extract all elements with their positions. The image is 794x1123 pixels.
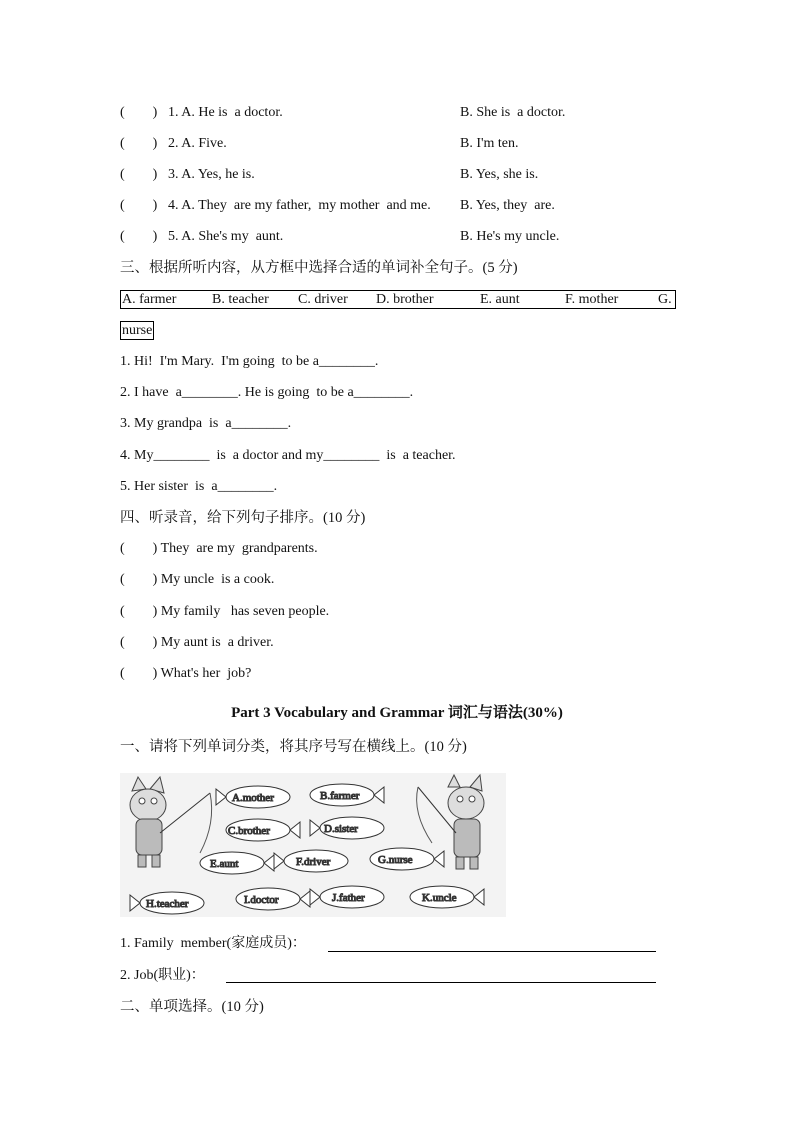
- word-box: [120, 290, 676, 309]
- option-a: 5. A. She's my aunt.: [168, 229, 284, 244]
- word-option: B. teacher: [212, 292, 269, 307]
- option-b: B. She is a doctor.: [460, 105, 566, 120]
- fish-picture: [120, 773, 506, 917]
- section3-heading: 三、根据所听内容，从方框中选择合适的单词补全句子。(5 分): [120, 260, 518, 276]
- fish-k: [410, 886, 484, 908]
- svg-text:I.doctor: I.doctor: [244, 894, 279, 906]
- svg-text:B.farmer: B.farmer: [320, 790, 360, 802]
- answer-paren[interactable]: ( ): [120, 105, 158, 120]
- order-item-4[interactable]: ( ) My aunt is a driver.: [120, 635, 274, 650]
- order-item-3[interactable]: ( ) My family has seven people.: [120, 604, 330, 619]
- option-b: B. He's my uncle.: [460, 229, 560, 244]
- svg-text:K.uncle: K.uncle: [422, 892, 457, 904]
- fill-sentence-1: 1. Hi! I'm Mary. I'm going to be a________.: [120, 354, 379, 369]
- word-option: A. farmer: [122, 292, 177, 307]
- option-a: 3. A. Yes, he is.: [168, 167, 255, 182]
- option-a: 4. A. They are my father, my mother and me.: [168, 198, 431, 213]
- fish-g: [370, 848, 444, 870]
- fish-h: [130, 892, 204, 914]
- job-answer-line[interactable]: [226, 982, 656, 983]
- order-item-2[interactable]: ( ) My uncle is a cook.: [120, 572, 275, 587]
- svg-text:E.aunt: E.aunt: [210, 858, 239, 870]
- part3-title: Part 3 Vocabulary and Grammar 词汇与语法(30%): [231, 705, 563, 721]
- answer-paren[interactable]: ( ): [120, 229, 158, 244]
- fill-sentence-4: 4. My________ is a doctor and my________ is a teacher.: [120, 448, 456, 463]
- job-label: 2. Job(职业)：: [120, 968, 205, 983]
- word-option: G.: [658, 292, 672, 307]
- order-item-1[interactable]: ( ) They are my grandparents.: [120, 541, 318, 556]
- cat-left-icon: [130, 777, 212, 867]
- word-option: C. driver: [298, 292, 348, 307]
- fish-e: [200, 852, 274, 874]
- svg-text:D.sister: D.sister: [324, 823, 358, 835]
- word-option: D. brother: [376, 292, 434, 307]
- family-member-label: 1. Family member(家庭成员)：: [120, 936, 306, 951]
- svg-text:A.mother: A.mother: [232, 792, 274, 804]
- option-a: 2. A. Five.: [168, 136, 227, 151]
- fish-i: [236, 888, 310, 910]
- svg-text:C.brother: C.brother: [228, 825, 270, 837]
- option-a: 1. A. He is a doctor.: [168, 105, 283, 120]
- answer-paren[interactable]: ( ): [120, 167, 158, 182]
- fill-sentence-5: 5. Her sister is a________.: [120, 479, 278, 494]
- fish-a: [216, 786, 290, 808]
- fish-d: [310, 817, 384, 839]
- fishing-cats-illustration: [120, 773, 506, 917]
- part3-q2-heading: 二、单项选择。(10 分): [120, 999, 264, 1015]
- svg-text:G.nurse: G.nurse: [378, 854, 413, 866]
- word-option: F. mother: [565, 292, 619, 307]
- answer-paren[interactable]: ( ): [120, 136, 158, 151]
- family-member-answer-line[interactable]: [328, 951, 656, 952]
- svg-text:J.father: J.father: [332, 892, 365, 904]
- part3-q1-heading: 一、请将下列单词分类，将其序号写在横线上。(10 分): [120, 739, 467, 755]
- section4-heading: 四、听录音，给下列句子排序。(10 分): [120, 510, 366, 526]
- fish-c: [226, 819, 300, 841]
- option-b: B. I'm ten.: [460, 136, 519, 151]
- svg-text:F.driver: F.driver: [296, 856, 331, 868]
- option-b: B. Yes, she is.: [460, 167, 539, 182]
- fish-j: [310, 886, 384, 908]
- fish-f: [274, 850, 348, 872]
- svg-text:H.teacher: H.teacher: [146, 898, 189, 910]
- order-item-5[interactable]: ( ) What's her job?: [120, 666, 252, 681]
- option-b: B. Yes, they are.: [460, 198, 555, 213]
- fish-b: [310, 784, 384, 806]
- answer-paren[interactable]: ( ): [120, 198, 158, 213]
- word-option: E. aunt: [480, 292, 520, 307]
- fill-sentence-2: 2. I have a________. He is going to be a________.: [120, 385, 414, 400]
- fill-sentence-3: 3. My grandpa is a________.: [120, 416, 292, 431]
- word-box-overflow: nurse: [122, 323, 153, 338]
